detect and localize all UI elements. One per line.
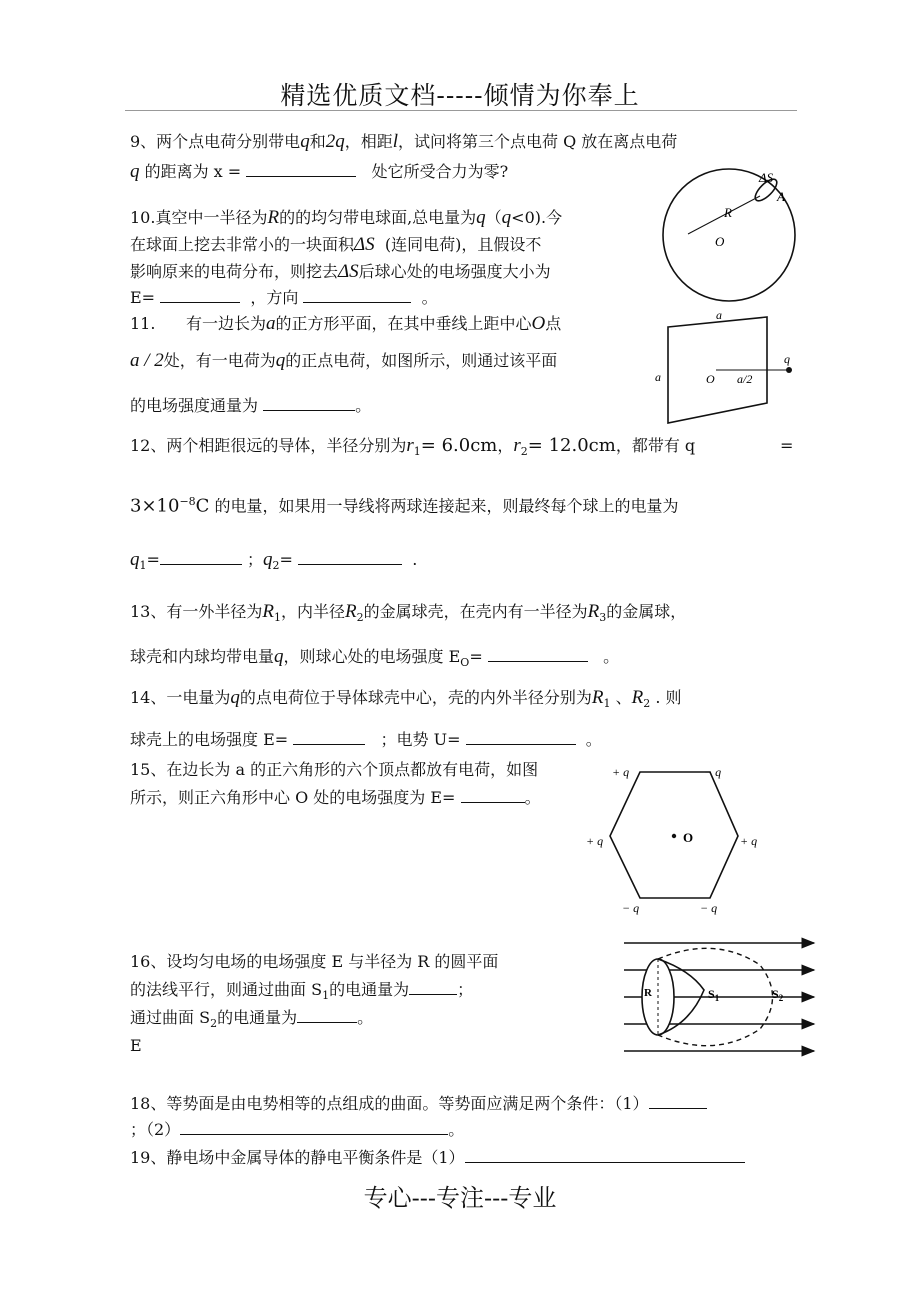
page-footer: 专心---专注---专业 [363,1184,557,1212]
point-charge [786,367,792,373]
q12-line3: $q_1=$ ；$q_2=$ . [130,549,418,573]
q15-line1: 15、在边长为 a 的正六角形的六个顶点都放有电荷，如图 [130,760,539,779]
q10-line3: 影响原来的电荷分布，则挖去ΔS后球心处的电场强度大小为 [130,261,551,282]
header-rule [125,110,797,111]
q9-line2: q 的距离为 x = 处它所受合力为零? [130,161,509,182]
q18-condition2-blank[interactable] [180,1118,448,1135]
half-distance-label: a/2 [737,372,753,386]
q11-square-figure [650,305,800,425]
q10-direction-blank[interactable] [303,286,411,303]
q11-line1: 11. 有一边长为a的正方形平面，在其中垂线上距中心O点 [130,313,562,334]
q16-line1: 16、设均匀电场的电场强度 E 与半径为 R 的圆平面 [130,952,499,971]
q14-line2: 球壳上的电场强度 E= ；电势 U= 。 [130,730,602,749]
q14-line1: 14、一电量为q的点电荷位于导体球壳中心，壳的内外半径分别为$R_1$ 、$R_2$ . 则 [130,687,682,711]
q10-line2: 在球面上挖去非常小的一块面积ΔS (连同电荷)，且假设不 [130,234,542,255]
q16-s1-flux-blank[interactable] [409,978,457,995]
q15-hexagon-figure [582,760,772,920]
q16-s2-flux-blank[interactable] [297,1006,357,1023]
q11-line3: 的电场强度通量为 。 [130,396,372,415]
center-o-label: O [683,830,694,845]
s2-label: $S_2$ [772,987,784,1003]
q10-line1: 10.真空中一半径为R的的均匀带电球面,总电量为q（q<0).今 [130,207,563,228]
q12-line1: 12、两个相距很远的导体，半径分别为$r_1= 6.0cm$，$r_2= 12.0cm$，都带有 q [130,435,696,459]
point-a-label: A [777,189,785,204]
delta-s-label: ΔS [759,170,774,185]
charge-top-left: + q [612,765,630,779]
q16-field-figure [620,930,820,1065]
q18-line2: ；（2） 。 [130,1120,465,1139]
q12-q1-blank[interactable] [160,548,242,565]
q15-line2: 所示，则正六角形中心 O 处的电场强度为 E= 。 [130,788,541,807]
q13-line2: 球壳和内球均带电量q，则球心处的电场强度 $E_O=$ 。 [130,646,620,670]
q18-line1: 18、等势面是由电势相等的点组成的曲面。等势面应满足两个条件：（1） [130,1092,707,1116]
q16-line2: 的法线平行，则通过曲面 $S_1$的电通量为 ； [130,980,474,1003]
center-point [672,834,676,838]
q10-sphere-figure [656,168,806,308]
charge-bottom-left: − q [622,901,640,915]
charge-mid-left: + q [586,834,604,848]
q19-line1: 19、静电场中金属导体的静电平衡条件是（1） [130,1146,745,1170]
charge-bottom-right: − q [700,901,718,915]
radius-label: R [644,987,652,999]
q16-line3: 通过曲面 $S_2$的电通量为 。 [130,1008,374,1031]
charge-mid-right: + q [740,834,758,848]
q14-potential-blank[interactable] [466,728,576,745]
charge-q-label: q [784,352,790,366]
q10-magnitude-blank[interactable] [160,286,240,303]
q11-flux-blank[interactable] [263,394,355,411]
q14-field-blank[interactable] [293,728,365,745]
q12-q2-blank[interactable] [298,548,402,565]
q16-line4: E [130,1036,142,1055]
center-label: O [715,234,725,249]
side-left-label: a [655,370,661,384]
q18-condition1-blank[interactable] [649,1092,707,1109]
radius-label: R [724,205,732,220]
q15-field-blank[interactable] [461,786,525,803]
q13-field-blank[interactable] [488,645,588,662]
center-o-label: O [706,372,715,386]
q11-line2: a / 2处，有一电荷为q的正点电荷，如图所示，则通过该平面 [130,350,558,371]
q9-answer-blank[interactable] [246,160,356,177]
q12-equals: = [780,436,794,455]
s1-label: $S_1$ [708,987,720,1003]
q9-line1: 9、两个点电荷分别带电q和2q，相距l，试问将第三个点电荷 Q 放在离点电荷 [130,131,678,152]
charge-top-right: − q [704,765,722,779]
q10-line4: E= ，方向 。 [130,288,438,307]
side-top-label: a [716,308,722,322]
page-header: 精选优质文档-----倾情为你奉上 [280,81,640,110]
q12-line2: $3\times 10^{-8}C$ 的电量，如果用一导线将两球连接起来，则最终每个球上的电量为 [130,495,679,517]
q13-line1: 13、有一外半径为$R_1$，内半径$R_2$的金属球壳，在壳内有一半径为$R_3$的金属球， [130,601,687,625]
q19-condition1-blank[interactable] [465,1146,745,1163]
